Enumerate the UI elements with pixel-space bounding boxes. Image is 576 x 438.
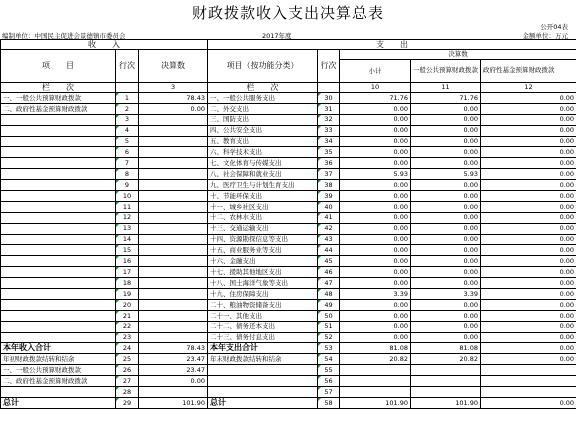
summary-table	[0, 39, 576, 409]
expense-fund: 0.00	[481, 234, 576, 245]
table-row	[1, 256, 576, 267]
income-line-no: 10	[116, 191, 139, 202]
expense-subtotal: 0.00	[340, 125, 411, 136]
income-line-no: 16	[116, 256, 139, 267]
income-item	[1, 289, 116, 300]
expense-fund: 0.00	[481, 299, 576, 310]
expense-subtotal: 0.00	[340, 223, 411, 234]
income-amount	[139, 256, 208, 267]
expense-line-no: 51	[318, 321, 340, 332]
expense-header: 支 出	[208, 40, 576, 50]
income-amount-header: 决算数	[139, 50, 208, 83]
expense-general: 0.00	[411, 321, 481, 332]
income-item	[1, 267, 116, 278]
expense-fund: 0.00	[481, 256, 576, 267]
expense-fund: 0.00	[481, 158, 576, 169]
expense-line-no: 41	[318, 212, 340, 223]
income-item	[1, 136, 116, 147]
expense-fund	[481, 365, 576, 376]
expense-subtotal: 0.00	[340, 267, 411, 278]
income-line-no: 9	[116, 180, 139, 191]
income-line-no: 3	[116, 114, 139, 125]
expense-subtotal: 0.00	[340, 147, 411, 158]
income-amount	[139, 169, 208, 180]
expense-fund: 0.00	[481, 310, 576, 321]
table-row	[1, 103, 576, 114]
expense-item: 十四、资源勘探信息等支出	[208, 234, 318, 245]
unit-label: 编制单位：中国民主促进会景德镇市委员会	[2, 32, 126, 40]
expense-general: 20.82	[411, 354, 481, 365]
table-row	[1, 278, 576, 289]
expense-general: 0.00	[411, 114, 481, 125]
expense-fund: 0.00	[481, 103, 576, 114]
expense-line-no: 50	[318, 310, 340, 321]
expense-line-no: 49	[318, 299, 340, 310]
expense-item: 本年支出合计	[208, 343, 318, 354]
expense-item: 十七、援助其他地区支出	[208, 267, 318, 278]
expense-subtotal: 0.00	[340, 201, 411, 212]
income-line-header: 行次	[116, 50, 139, 83]
expense-line-no: 57	[318, 387, 340, 398]
expense-item: 五、教育支出	[208, 136, 318, 147]
income-item	[1, 234, 116, 245]
income-amount: 78.43	[139, 343, 208, 354]
table-row	[1, 212, 576, 223]
expense-item	[208, 376, 318, 387]
income-item: 年初财政拨款结转和结余	[1, 354, 116, 365]
income-item	[1, 212, 116, 223]
expense-subtotal: 0.00	[340, 321, 411, 332]
expense-fund: 0.00	[481, 397, 576, 408]
expense-general: 0.00	[411, 147, 481, 158]
income-line-no: 18	[116, 278, 139, 289]
expense-item: 二、外交支出	[208, 103, 318, 114]
table-row	[1, 147, 576, 158]
expense-subtotal: 20.82	[340, 354, 411, 365]
income-amount	[139, 180, 208, 191]
income-line-no: 17	[116, 267, 139, 278]
expense-subtotal: 0.00	[340, 245, 411, 256]
income-amount	[139, 147, 208, 158]
expense-item: 九、医疗卫生与计划生育支出	[208, 180, 318, 191]
income-line-no: 2	[116, 103, 139, 114]
expense-col-number-11: 11	[411, 83, 481, 93]
expense-fund: 0.00	[481, 147, 576, 158]
expense-general: 101.90	[411, 397, 481, 408]
table-row	[1, 365, 576, 376]
expense-subtotal: 0.00	[340, 278, 411, 289]
expense-fund: 0.00	[481, 245, 576, 256]
amount-unit: 金额单位：万元	[522, 32, 568, 40]
subtotal-header: 小计	[340, 60, 411, 83]
income-item: 二、政府性基金预算财政拨款	[1, 376, 116, 387]
expense-item: 年末财政拨款结转和结余	[208, 354, 318, 365]
expense-item: 十九、住房保障支出	[208, 289, 318, 300]
expense-fund: 0.00	[481, 289, 576, 300]
expense-fund: 0.00	[481, 223, 576, 234]
income-amount	[139, 299, 208, 310]
expense-line-no: 37	[318, 169, 340, 180]
income-line-no: 6	[116, 147, 139, 158]
expense-general: 0.00	[411, 278, 481, 289]
expense-general: 0.00	[411, 256, 481, 267]
income-amount	[139, 321, 208, 332]
table-row	[1, 169, 576, 180]
expense-general: 0.00	[411, 234, 481, 245]
fund-budget-header: 政府性基金预算财政拨款	[481, 60, 576, 83]
expense-general: 0.00	[411, 125, 481, 136]
expense-subtotal: 0.00	[340, 310, 411, 321]
expense-amount-header: 决算数	[340, 50, 576, 60]
expense-line-no: 38	[318, 180, 340, 191]
income-amount	[139, 158, 208, 169]
expense-subtotal: 0.00	[340, 136, 411, 147]
expense-general: 3.39	[411, 289, 481, 300]
expense-fund: 0.00	[481, 114, 576, 125]
table-row	[1, 93, 576, 104]
income-col-number: 3	[139, 83, 208, 93]
income-amount	[139, 387, 208, 398]
expense-line-no: 48	[318, 289, 340, 300]
expense-line-no: 32	[318, 114, 340, 125]
expense-item-header: 项目（按功能分类）	[208, 50, 318, 83]
table-row	[1, 191, 576, 202]
income-line-no: 29	[116, 397, 139, 408]
income-item: 一、一般公共预算财政拨款	[1, 365, 116, 376]
income-amount	[139, 125, 208, 136]
expense-general: 71.76	[411, 93, 481, 104]
expense-item: 十五、商业服务业等支出	[208, 245, 318, 256]
expense-general: 0.00	[411, 158, 481, 169]
income-item	[1, 256, 116, 267]
expense-col-number-12: 12	[481, 83, 576, 93]
expense-item: 十三、交通运输支出	[208, 223, 318, 234]
expense-subtotal: 81.08	[340, 343, 411, 354]
table-row	[1, 158, 576, 169]
income-line-no: 20	[116, 299, 139, 310]
table-row	[1, 223, 576, 234]
table-row	[1, 267, 576, 278]
income-item	[1, 180, 116, 191]
table-row	[1, 245, 576, 256]
expense-line-no: 55	[318, 365, 340, 376]
expense-fund: 0.00	[481, 93, 576, 104]
expense-col-number-10: 10	[340, 83, 411, 93]
income-amount: 23.47	[139, 354, 208, 365]
income-amount: 0.00	[139, 376, 208, 387]
table-row	[1, 387, 576, 398]
income-line-no: 8	[116, 169, 139, 180]
expense-line-no: 47	[318, 278, 340, 289]
expense-subtotal: 0.00	[340, 114, 411, 125]
expense-subtotal: 0.00	[340, 332, 411, 343]
general-budget-header: 一般公共预算财政拨款	[411, 60, 481, 83]
expense-fund: 0.00	[481, 191, 576, 202]
income-item	[1, 387, 116, 398]
expense-item	[208, 365, 318, 376]
income-amount	[139, 191, 208, 202]
expense-item	[208, 387, 318, 398]
expense-line-no: 53	[318, 343, 340, 354]
income-amount	[139, 310, 208, 321]
expense-fund: 0.00	[481, 321, 576, 332]
table-row	[1, 397, 576, 408]
income-line-no: 26	[116, 365, 139, 376]
expense-line-no: 30	[318, 93, 340, 104]
expense-fund: 0.00	[481, 278, 576, 289]
income-item	[1, 114, 116, 125]
expense-item: 二十三、债务付息支出	[208, 332, 318, 343]
table-row	[1, 114, 576, 125]
income-item: 一、一般公共预算财政拨款	[1, 93, 116, 104]
expense-general: 0.00	[411, 103, 481, 114]
expense-general	[411, 365, 481, 376]
income-amount	[139, 234, 208, 245]
income-line-no: 19	[116, 289, 139, 300]
income-item	[1, 125, 116, 136]
expense-fund: 0.00	[481, 169, 576, 180]
expense-line-no: 52	[318, 332, 340, 343]
income-line-no: 25	[116, 354, 139, 365]
expense-general: 0.00	[411, 245, 481, 256]
income-item	[1, 223, 116, 234]
expense-item: 十、节能环保支出	[208, 191, 318, 202]
expense-fund: 0.00	[481, 180, 576, 191]
table-row	[1, 332, 576, 343]
expense-subtotal: 3.39	[340, 289, 411, 300]
expense-subtotal: 0.00	[340, 256, 411, 267]
income-header: 收 入	[1, 40, 208, 50]
income-amount	[139, 267, 208, 278]
income-amount: 23.47	[139, 365, 208, 376]
expense-fund: 0.00	[481, 343, 576, 354]
expense-item: 十八、国土海洋气象等支出	[208, 278, 318, 289]
expense-item: 三、国防支出	[208, 114, 318, 125]
income-item	[1, 245, 116, 256]
expense-subtotal: 0.00	[340, 299, 411, 310]
expense-item: 八、社会保障和就业支出	[208, 169, 318, 180]
table-row	[1, 310, 576, 321]
income-amount: 101.90	[139, 397, 208, 408]
expense-item: 二十、粮油物资储备支出	[208, 299, 318, 310]
expense-general: 0.00	[411, 201, 481, 212]
expense-line-no: 58	[318, 397, 340, 408]
expense-general: 0.00	[411, 310, 481, 321]
expense-item: 总计	[208, 397, 318, 408]
income-item	[1, 158, 116, 169]
expense-item: 七、文化体育与传媒支出	[208, 158, 318, 169]
income-item	[1, 147, 116, 158]
expense-general: 0.00	[411, 267, 481, 278]
expense-line-no: 31	[318, 103, 340, 114]
expense-subtotal: 0.00	[340, 234, 411, 245]
expense-item: 二十二、债务还本支出	[208, 321, 318, 332]
income-line-no: 27	[116, 376, 139, 387]
expense-general: 5.93	[411, 169, 481, 180]
income-item	[1, 201, 116, 212]
income-amount	[139, 136, 208, 147]
table-row	[1, 343, 576, 354]
expense-line-no: 40	[318, 201, 340, 212]
income-line-no: 1	[116, 93, 139, 104]
income-amount: 78.43	[139, 93, 208, 104]
expense-subtotal	[340, 365, 411, 376]
expense-item: 十二、农林水支出	[208, 212, 318, 223]
expense-item: 十六、金融支出	[208, 256, 318, 267]
income-line-no: 28	[116, 387, 139, 398]
expense-line-no: 56	[318, 376, 340, 387]
expense-subtotal: 5.93	[340, 169, 411, 180]
table-row	[1, 289, 576, 300]
table-row	[1, 125, 576, 136]
income-amount	[139, 223, 208, 234]
income-line-no: 12	[116, 212, 139, 223]
income-amount	[139, 114, 208, 125]
expense-item: 四、公共安全支出	[208, 125, 318, 136]
income-line-no: 13	[116, 223, 139, 234]
income-amount	[139, 212, 208, 223]
expense-subtotal: 0.00	[340, 103, 411, 114]
expense-line-no: 36	[318, 158, 340, 169]
expense-subtotal: 71.76	[340, 93, 411, 104]
income-item-header: 项 目	[1, 50, 116, 83]
table-row	[1, 321, 576, 332]
expense-subtotal: 0.00	[340, 158, 411, 169]
expense-item: 一、一般公共服务支出	[208, 93, 318, 104]
report-title: 财政拨款收入支出决算总表	[191, 4, 384, 22]
expense-subtotal: 0.00	[340, 191, 411, 202]
table-row	[1, 136, 576, 147]
expense-general: 0.00	[411, 212, 481, 223]
table-row	[1, 180, 576, 191]
income-item	[1, 321, 116, 332]
income-amount	[139, 332, 208, 343]
expense-fund	[481, 376, 576, 387]
income-item	[1, 191, 116, 202]
expense-item: 二十一、其他支出	[208, 310, 318, 321]
income-item	[1, 278, 116, 289]
income-item	[1, 332, 116, 343]
income-item	[1, 299, 116, 310]
income-item	[1, 310, 116, 321]
expense-general: 0.00	[411, 332, 481, 343]
expense-general: 0.00	[411, 180, 481, 191]
income-line-no: 4	[116, 125, 139, 136]
expense-line-no: 54	[318, 354, 340, 365]
table-row	[1, 201, 576, 212]
expense-item: 六、科学技术支出	[208, 147, 318, 158]
income-line-no: 23	[116, 332, 139, 343]
table-row	[1, 354, 576, 365]
expense-line-no: 45	[318, 256, 340, 267]
expense-subtotal	[340, 376, 411, 387]
expense-line-no: 46	[318, 267, 340, 278]
income-amount	[139, 201, 208, 212]
expense-fund: 0.00	[481, 332, 576, 343]
expense-col-label: 栏 次	[208, 83, 318, 93]
income-line-no: 22	[116, 321, 139, 332]
expense-subtotal: 0.00	[340, 212, 411, 223]
expense-line-no: 39	[318, 191, 340, 202]
expense-general: 0.00	[411, 191, 481, 202]
income-line-no: 5	[116, 136, 139, 147]
expense-subtotal: 0.00	[340, 180, 411, 191]
income-line-no: 24	[116, 343, 139, 354]
expense-fund: 0.00	[481, 136, 576, 147]
table-row	[1, 234, 576, 245]
income-amount	[139, 245, 208, 256]
income-item: 总计	[1, 397, 116, 408]
income-amount	[139, 278, 208, 289]
expense-general: 0.00	[411, 136, 481, 147]
expense-line-no: 42	[318, 223, 340, 234]
expense-fund: 0.00	[481, 125, 576, 136]
form-number: 公开04表	[540, 23, 568, 31]
expense-item: 十一、城乡社区支出	[208, 201, 318, 212]
expense-line-no: 43	[318, 234, 340, 245]
expense-line-header: 行次	[318, 50, 340, 83]
expense-line-no: 34	[318, 136, 340, 147]
expense-fund: 0.00	[481, 201, 576, 212]
expense-subtotal	[340, 387, 411, 398]
income-line-no: 21	[116, 310, 139, 321]
income-item: 本年收入合计	[1, 343, 116, 354]
expense-fund: 0.00	[481, 212, 576, 223]
expense-fund	[481, 387, 576, 398]
expense-general	[411, 387, 481, 398]
income-item: 二、政府性基金预算财政拨款	[1, 103, 116, 114]
income-col-label: 栏 次	[1, 83, 116, 93]
table-row	[1, 299, 576, 310]
income-amount	[139, 289, 208, 300]
report-year: 2017年度	[262, 32, 292, 40]
expense-general: 0.00	[411, 223, 481, 234]
expense-line-no: 44	[318, 245, 340, 256]
income-line-no: 11	[116, 201, 139, 212]
income-amount: 0.00	[139, 103, 208, 114]
expense-general	[411, 376, 481, 387]
expense-line-no: 35	[318, 147, 340, 158]
expense-line-no: 33	[318, 125, 340, 136]
income-line-no: 15	[116, 245, 139, 256]
table-row	[1, 376, 576, 387]
expense-fund: 0.00	[481, 267, 576, 278]
income-line-no: 14	[116, 234, 139, 245]
income-line-no: 7	[116, 158, 139, 169]
expense-subtotal: 101.90	[340, 397, 411, 408]
expense-general: 0.00	[411, 299, 481, 310]
expense-general: 81.08	[411, 343, 481, 354]
expense-fund: 0.00	[481, 354, 576, 365]
income-item	[1, 169, 116, 180]
